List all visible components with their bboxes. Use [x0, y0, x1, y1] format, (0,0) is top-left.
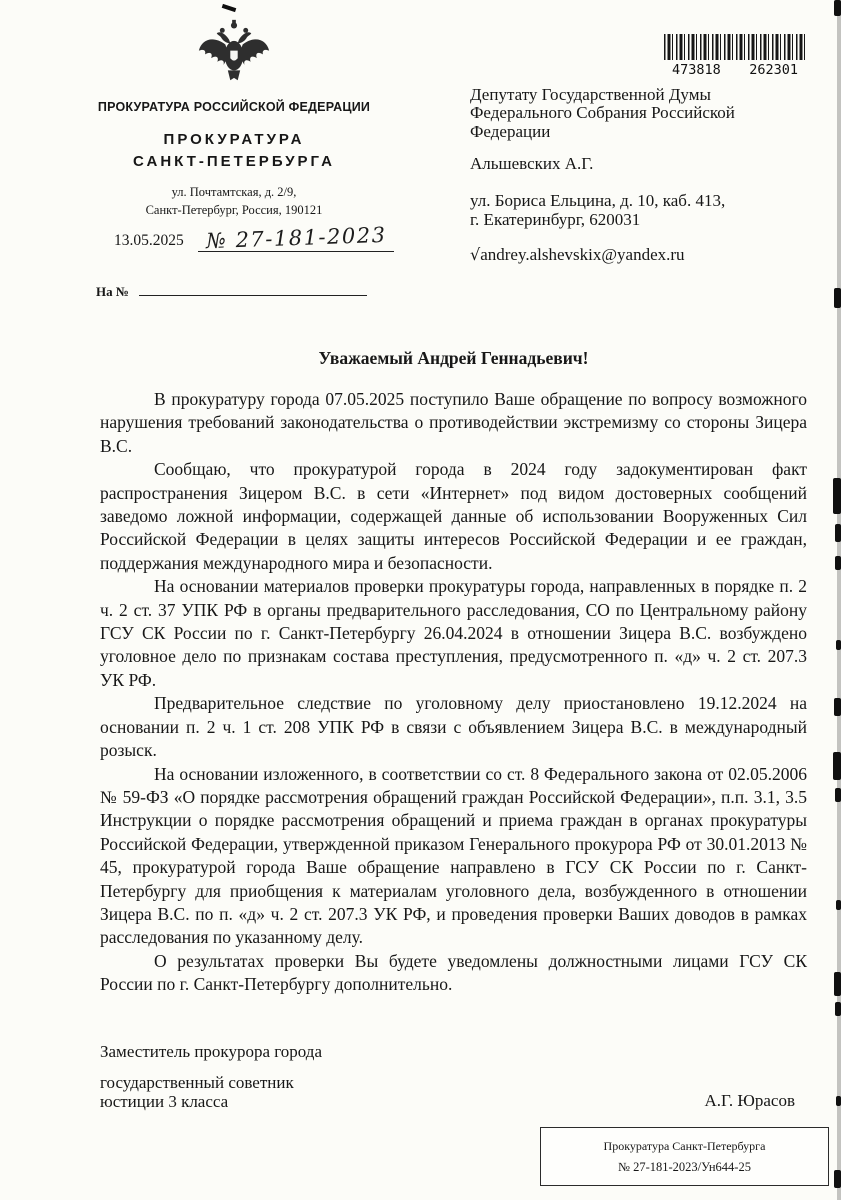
- org-name-line2: САНКТ-ПЕТЕРБУРГА: [133, 153, 335, 170]
- paragraph: Сообщаю, что прокуратурой города в 2024 году задокументирован факт распространения Зицером В.С. в сети «Интернет» под видом достоверных сообщений заведомо ложной информации, содержащей данные об использовании Вооруженных Сил Российской Федерации в целях защиты интересов Российской Федерации и ее граждан, поддержания международного мира и безопасности.: [100, 459, 807, 573]
- scan-artifact: [835, 556, 841, 570]
- recipient-name: Альшевских А.Г.: [470, 154, 594, 174]
- scan-artifact: [833, 752, 841, 780]
- paragraph: О результатах проверки Вы будете уведомлены должностными лицами ГСУ СК России по г. Санкт-Петербургу дополнительно.: [100, 950, 807, 995]
- scan-artifact: [835, 1002, 841, 1016]
- recipient-block: [470, 86, 820, 265]
- letterhead: [96, 16, 372, 218]
- signer-rank-line2: юстиции 3 класса: [100, 1092, 229, 1112]
- recipient-email: andrey.alshevskix@yandex.ru: [480, 245, 685, 265]
- scan-artifact: [836, 900, 841, 910]
- coat-of-arms-icon: [96, 16, 372, 94]
- signer-rank: [100, 1073, 294, 1111]
- recipient-to-line1: Депутату Государственной Думы: [470, 85, 711, 104]
- scan-artifact: [834, 0, 841, 16]
- barcode-lines-icon: [664, 34, 806, 60]
- outgoing-number-line: [198, 222, 395, 254]
- org-top-title: ПРОКУРАТУРА РОССИЙСКОЙ ФЕДЕРАЦИИ: [97, 100, 371, 114]
- signer-name: А.Г. Юрасов: [704, 1091, 795, 1110]
- scan-artifact: [833, 478, 841, 514]
- scan-artifact-edge: [837, 0, 841, 1200]
- paragraph: В прокуратуру города 07.05.2025 поступило Ваше обращение по вопросу возможного нарушения требований законодательства о противодействии экстремизму со стороны Зицера В.С.: [100, 389, 807, 456]
- recipient-to-line3: Федерации: [470, 121, 551, 141]
- signer-position-line1: Заместитель прокурора города: [100, 1042, 322, 1061]
- salutation: Уважаемый Андрей Геннадьевич!: [318, 348, 589, 368]
- barcode-number-left: 473818: [672, 62, 721, 78]
- scan-artifact: [222, 4, 237, 12]
- barcode-number-right: 262301: [749, 62, 798, 78]
- stamp-reg-number: № 27-181-2023/Ун644-25: [618, 1160, 751, 1174]
- scan-artifact: [835, 788, 841, 802]
- recipient-email-row: [470, 246, 820, 264]
- scan-artifact: [836, 1096, 841, 1106]
- scan-artifact: [834, 1170, 841, 1188]
- scan-artifact: [834, 698, 841, 716]
- paragraph: На основании изложенного, в соответствии со ст. 8 Федерального закона от 02.05.2006 № 59-ФЗ «О порядке рассмотрения обращений граждан Российской Федерации», п.п. 3.1, 3.5 Инструкции о порядке рассмотрения обращений и приема граждан в органах прокуратуры Российской Федерации, утвержденной приказом Генерального прокурора РФ от 30.01.2013 № 45, прокуратурой города Ваше обращение направлено в ГСУ СК России по г. Санкт-Петербургу для приобщения к материалам уголовного дела, возбужденного в отношении Зицера В.С. по п. «д» ч. 2 ст. 207.3 УК РФ, и проведения проверки Ваших доводов в рамках расследования по указанному делу.: [100, 763, 807, 948]
- scan-artifact: [834, 972, 841, 996]
- paragraph: На основании материалов проверки прокуратуры города, направленных в порядке п. 2 ч. 2 ст. 37 УПК РФ в органы предварительного расследования, СО по Центральному району ГСУ СК России по г. Санкт-Петербургу 26.04.2024 в отношении Зицера В.С. возбуждено уголовное дело по признакам состава преступления, предусмотренного п. «д» ч. 2 ст. 207.3 УК РФ.: [100, 576, 807, 690]
- letter-body: [100, 388, 807, 997]
- check-mark-icon: √: [470, 245, 481, 265]
- letter-date: 13.05.2025: [114, 232, 184, 249]
- recipient-address-line2: г. Екатеринбург, 620031: [470, 209, 641, 229]
- barcode-numbers: [664, 62, 806, 78]
- barcode: [664, 34, 806, 78]
- scan-artifact: [835, 524, 841, 542]
- signer-rank-line1: государственный советник: [100, 1073, 294, 1092]
- recipient-to-line2: Федерального Собрания Российской: [470, 103, 735, 123]
- reply-to-label: На №: [96, 284, 129, 299]
- recipient-address-line1: ул. Бориса Ельцина, д. 10, каб. 413,: [470, 191, 726, 211]
- org-name-line1: ПРОКУРАТУРА: [163, 131, 305, 148]
- scan-artifact: [836, 640, 841, 650]
- reply-to-row: [96, 282, 367, 301]
- outgoing-number-handwritten: № 27-181-2023: [205, 222, 387, 254]
- date-number-row: [96, 222, 426, 254]
- reply-to-blank-line: [139, 282, 367, 296]
- org-address-line2: Санкт-Петербург, Россия, 190121: [145, 203, 323, 217]
- scan-artifact: [834, 288, 841, 308]
- org-address-line1: ул. Почтамтская, д. 2/9,: [171, 185, 297, 199]
- stamp-org-name: Прокуратура Санкт-Петербурга: [603, 1139, 766, 1153]
- paragraph: Предварительное следствие по уголовному делу приостановлено 19.12.2024 на основании п. 2 ч. 1 ст. 208 УПК РФ в связи с объявлением Зицера В.С. в международный розыск.: [100, 693, 807, 761]
- registration-stamp: [540, 1127, 829, 1186]
